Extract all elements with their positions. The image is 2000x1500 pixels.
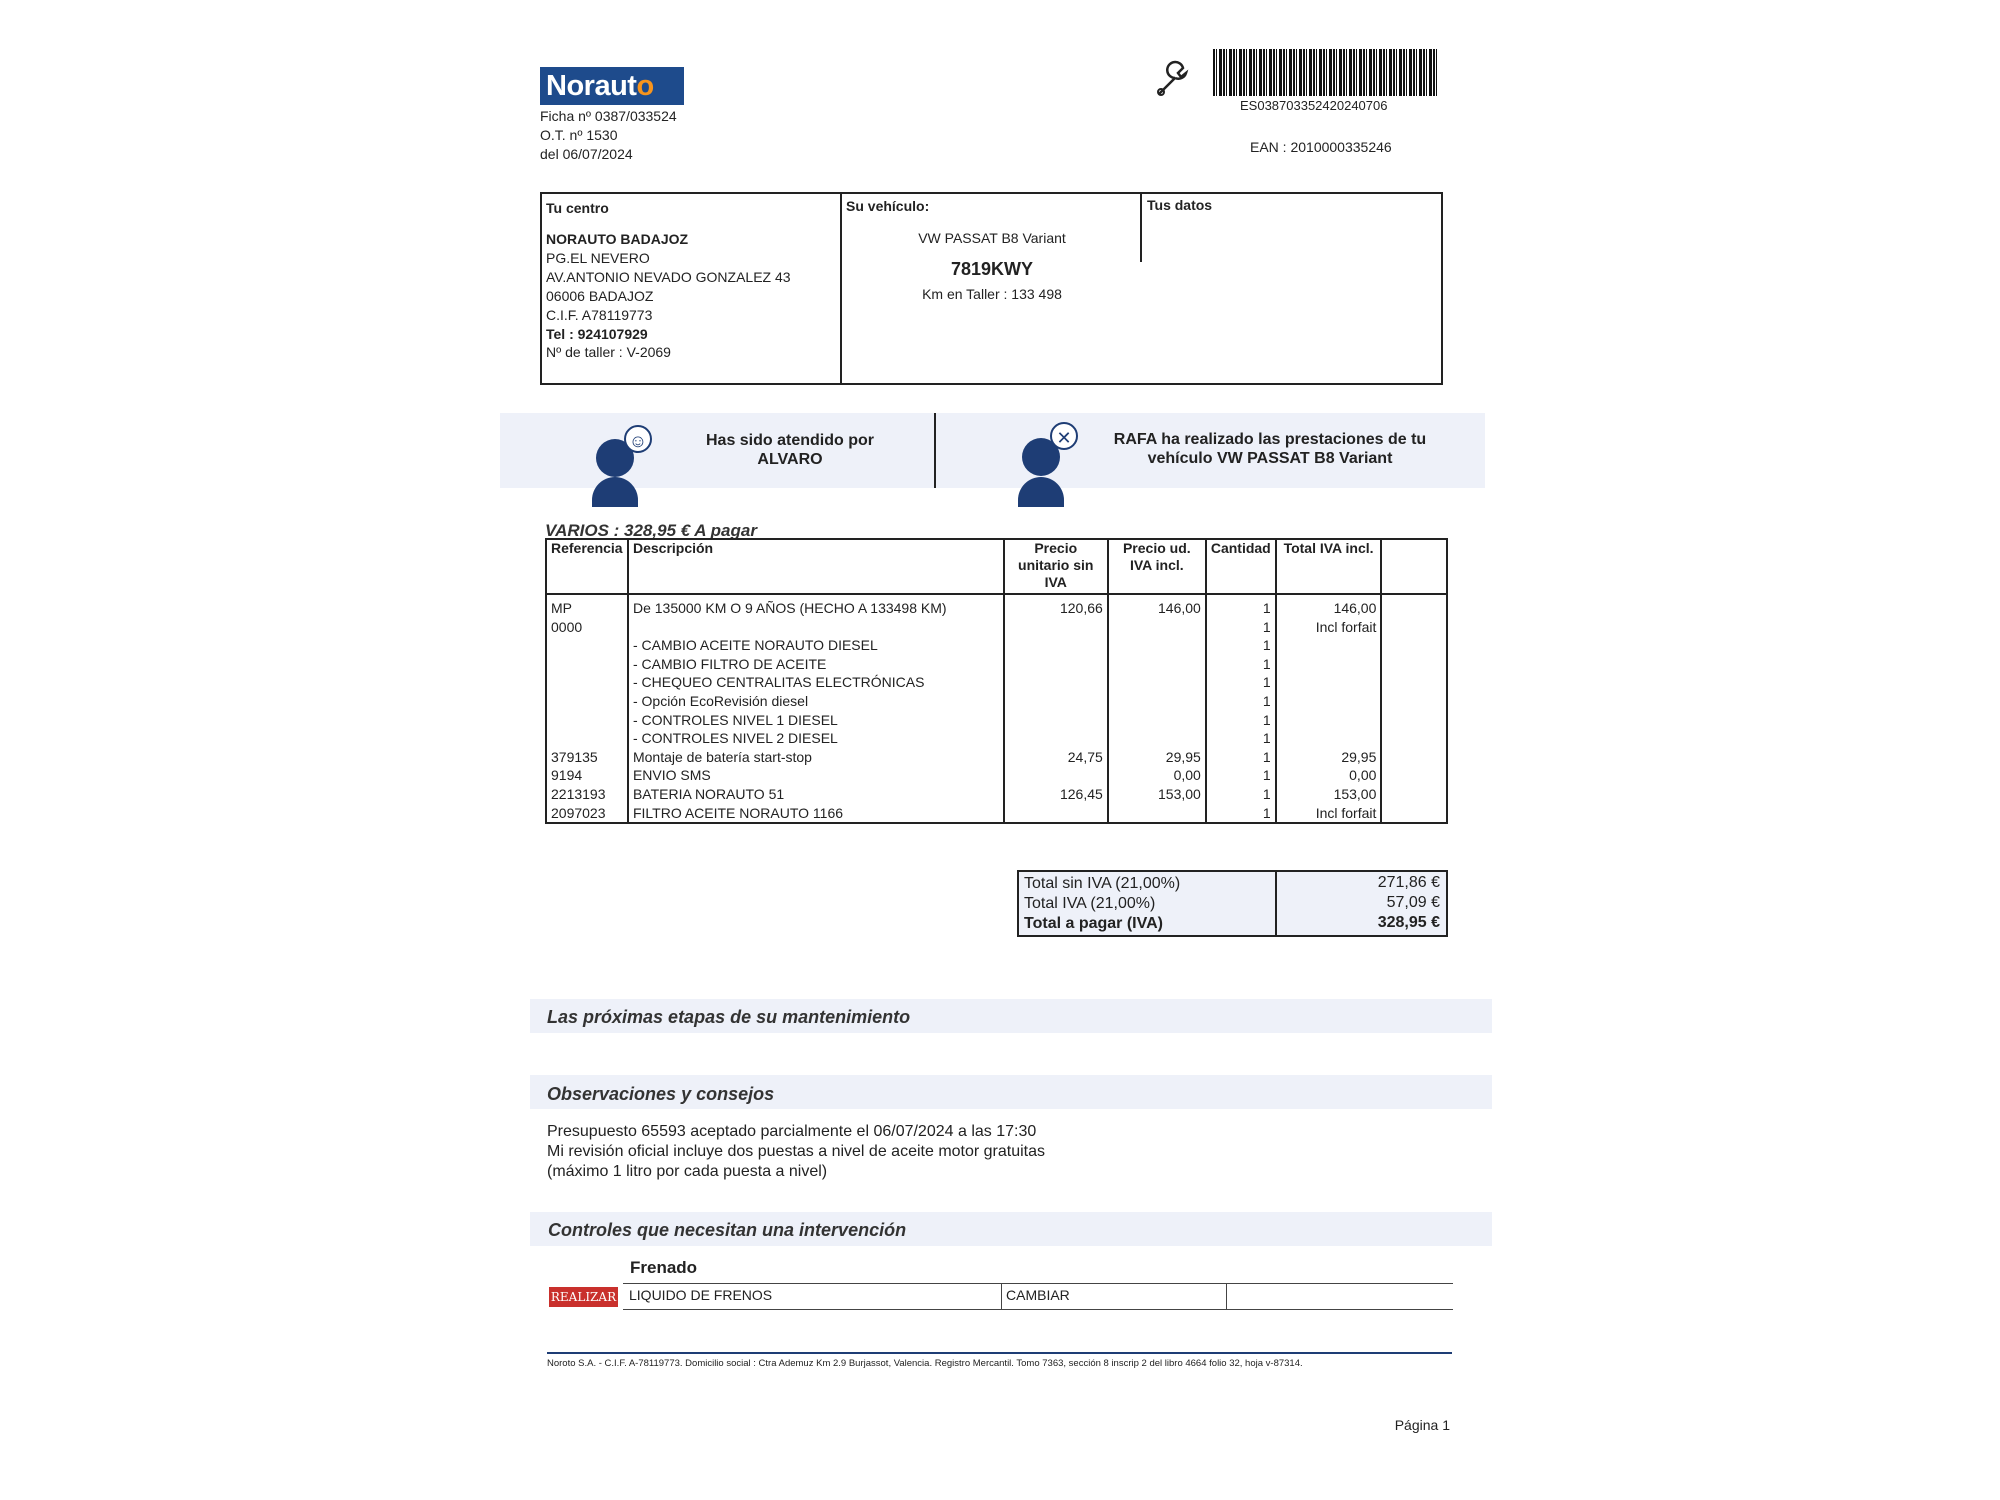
cell-pi [1108,711,1206,730]
cell-desc: De 135000 KM O 9 AÑOS (HECHO A 133498 KM) [628,594,1004,618]
cell-qty: 1 [1206,804,1276,824]
cell-total [1276,655,1382,674]
cell-total [1276,673,1382,692]
varios-title: VARIOS : 328,95 € A pagar [545,521,757,540]
cell-total: 29,95 [1276,748,1382,767]
cell-desc: ENVIO SMS [628,766,1004,785]
frenado-title: Frenado [630,1258,698,1277]
attended-right-line: vehículo VW PASSAT B8 Variant [1147,450,1393,467]
obs-line: (máximo 1 litro por cada puesta a nivel) [547,1163,828,1180]
cell-qty: 1 [1206,673,1276,692]
info-divider [1140,192,1142,262]
cell-extra [1381,785,1447,804]
cell-pi [1108,618,1206,637]
cell-pu [1004,766,1108,785]
col-referencia: Referencia [546,539,628,594]
observaciones-text [547,1122,1045,1182]
table-row [546,804,1447,824]
centro-title: Tu centro [546,200,609,216]
frenado-divider [1001,1283,1002,1309]
cell-extra [1381,711,1447,730]
table-row [546,618,1447,637]
vehiculo-km: Km en Taller : 133 498 [922,286,1062,302]
ot-number: O.T. nº 1530 [540,127,618,143]
centro-line: PG.EL NEVERO [546,250,650,266]
cell-pu [1004,711,1108,730]
cell-desc: - CHEQUEO CENTRALITAS ELECTRÓNICAS [628,673,1004,692]
cell-pu: 120,66 [1004,594,1108,618]
attended-left-line: Has sido atendido por [705,432,874,449]
ficha-number: Ficha nº 0387/033524 [540,108,677,124]
cell-desc: - CONTROLES NIVEL 1 DIESEL [628,711,1004,730]
cell-qty: 1 [1206,636,1276,655]
cell-extra [1381,636,1447,655]
footer-rule [547,1352,1452,1354]
cell-qty: 1 [1206,618,1276,637]
footer-legal: Noroto S.A. - C.I.F. A-78119773. Domicilio social : Ctra Ademuz Km 2.9 Burjassot, Valencia. Registro Mercantil. Tomo 7363, sección 8 inscrip 2 del libro 4664 folio 32, hoja v-87314. [547,1358,1303,1369]
cell-pu: 126,45 [1004,785,1108,804]
cell-qty: 1 [1206,655,1276,674]
attended-left-text [680,431,900,469]
cell-desc [628,618,1004,637]
cell-pi [1108,655,1206,674]
total-pagar-value: 328,95 € [1377,914,1440,931]
cell-pu [1004,692,1108,711]
table-row [546,692,1447,711]
cell-pi: 0,00 [1108,766,1206,785]
cell-desc: - Opción EcoRevisión diesel [628,692,1004,711]
cell-desc: Montaje de batería start-stop [628,748,1004,767]
cell-desc: - CAMBIO FILTRO DE ACEITE [628,655,1004,674]
controles-title: Controles que necesitan una intervención [548,1220,907,1240]
cell-ref: 9194 [546,766,628,785]
col-extra [1381,539,1447,594]
col-descripcion: Descripción [628,539,1004,594]
cell-ref [546,655,628,674]
col-cantidad: Cantidad [1206,539,1276,594]
page-number: Página 1 [1394,1417,1450,1433]
ean-code: EAN : 2010000335246 [1250,139,1392,155]
table-row [546,748,1447,767]
cell-qty: 1 [1206,594,1276,618]
cell-qty: 1 [1206,785,1276,804]
total-pagar-label: Total a pagar (IVA) [1024,915,1163,932]
centro-taller: Nº de taller : V-2069 [546,344,671,360]
norauto-logo: Norauto [540,67,684,105]
mantenimiento-title: Las próximas etapas de su mantenimiento [547,1007,911,1027]
barcode-number: ES038703352420240706 [1240,98,1388,113]
cell-ref [546,673,628,692]
attended-right-line: RAFA ha realizado las prestaciones de tu [1113,431,1427,448]
datos-title: Tus datos [1147,197,1213,213]
col-total: Total IVA incl. [1276,539,1382,594]
attended-left-line: ALVARO [757,451,823,468]
table-row [546,655,1447,674]
centro-line: 06006 BADAJOZ [546,288,654,304]
cell-extra [1381,594,1447,618]
items-table [545,538,1448,824]
cell-total [1276,692,1382,711]
cell-ref: 2213193 [546,785,628,804]
cell-pu [1004,729,1108,748]
cell-total [1276,636,1382,655]
attended-divider [934,413,936,488]
cell-total [1276,711,1382,730]
col-precio-sin-iva: Precio unitario sin IVA [1004,539,1108,594]
vehiculo-model: VW PASSAT B8 Variant [918,230,1066,246]
total-sin-iva-value: 271,86 € [1377,874,1440,891]
cell-extra [1381,729,1447,748]
vehiculo-title: Su vehículo: [846,198,930,214]
liquido-frenos: LIQUIDO DE FRENOS [629,1287,773,1303]
table-header-row [546,539,1447,594]
centro-tel: Tel : 924107929 [546,326,648,342]
cell-total [1276,729,1382,748]
cell-total: 146,00 [1276,594,1382,618]
cell-extra [1381,673,1447,692]
cell-pu [1004,636,1108,655]
cell-pi [1108,692,1206,711]
table-row [546,766,1447,785]
cell-desc: FILTRO ACEITE NORAUTO 1166 [628,804,1004,824]
obs-line: Mi revisión oficial incluye dos puestas a nivel de aceite motor gratuitas [547,1143,1046,1160]
total-iva-value: 57,09 € [1386,894,1440,911]
barcode [1213,49,1437,96]
centro-line: C.I.F. A78119773 [546,307,653,323]
centro-name: NORAUTO BADAJOZ [546,231,689,247]
table-row [546,729,1447,748]
cell-pu [1004,673,1108,692]
cell-extra [1381,804,1447,824]
total-iva-label: Total IVA (21,00%) [1024,895,1156,912]
cell-pi [1108,729,1206,748]
table-row [546,594,1447,618]
frenado-divider [1226,1283,1227,1309]
cell-pi [1108,804,1206,824]
cell-desc: BATERIA NORAUTO 51 [628,785,1004,804]
total-sin-iva-label: Total sin IVA (21,00%) [1024,875,1181,892]
cell-total: Incl forfait [1276,804,1382,824]
cell-qty: 1 [1206,692,1276,711]
cell-ref [546,692,628,711]
document-date: del 06/07/2024 [540,146,633,162]
cell-total: 153,00 [1276,785,1382,804]
cell-pu: 24,75 [1004,748,1108,767]
cell-pi [1108,636,1206,655]
observaciones-title: Observaciones y consejos [547,1084,775,1104]
cell-ref: MP [546,594,628,618]
centro-line: AV.ANTONIO NEVADO GONZALEZ 43 [546,269,791,285]
cell-extra [1381,618,1447,637]
table-row [546,711,1447,730]
cell-desc: - CONTROLES NIVEL 2 DIESEL [628,729,1004,748]
realizar-badge: REALIZAR [549,1287,618,1307]
table-row [546,785,1447,804]
cell-ref: 379135 [546,748,628,767]
cambiar-action: CAMBIAR [1006,1287,1070,1303]
cell-total: Incl forfait [1276,618,1382,637]
table-row [546,673,1447,692]
cell-ref: 0000 [546,618,628,637]
attended-right-text [1100,430,1440,468]
cell-pu [1004,804,1108,824]
cell-pi: 29,95 [1108,748,1206,767]
cell-ref [546,636,628,655]
cell-pi: 153,00 [1108,785,1206,804]
cell-pu [1004,618,1108,637]
cell-ref: 2097023 [546,804,628,824]
cell-qty: 1 [1206,711,1276,730]
cell-ref [546,729,628,748]
wrench-icon [1153,60,1193,100]
cell-qty: 1 [1206,766,1276,785]
cell-desc: - CAMBIO ACEITE NORAUTO DIESEL [628,636,1004,655]
cell-qty: 1 [1206,748,1276,767]
cell-extra [1381,748,1447,767]
cell-extra [1381,692,1447,711]
cell-pi: 146,00 [1108,594,1206,618]
vehiculo-plate: 7819KWY [950,259,1034,279]
cell-total: 0,00 [1276,766,1382,785]
obs-line: Presupuesto 65593 aceptado parcialmente el 06/07/2024 a las 17:30 [547,1123,1037,1140]
cell-pi [1108,673,1206,692]
cell-extra [1381,655,1447,674]
totals-divider [1275,870,1277,937]
cell-extra [1381,766,1447,785]
cell-ref [546,711,628,730]
col-precio-iva: Precio ud. IVA incl. [1108,539,1206,594]
cell-qty: 1 [1206,729,1276,748]
cell-pu [1004,655,1108,674]
table-row [546,636,1447,655]
